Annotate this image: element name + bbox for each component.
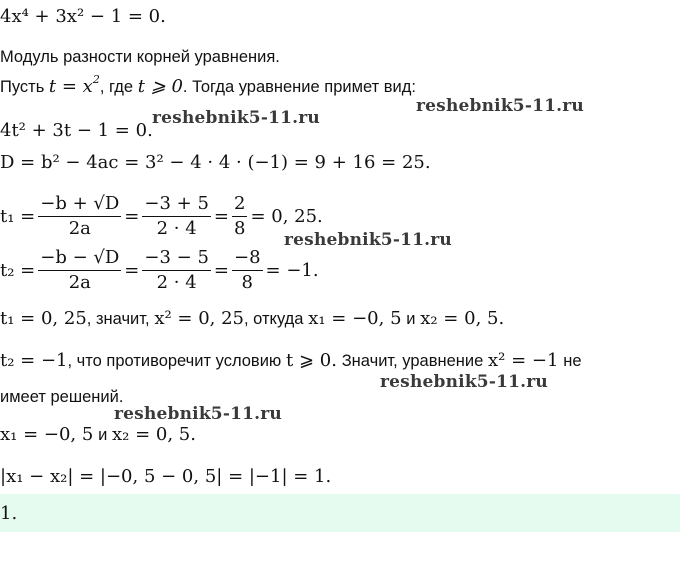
watermark: reshebnik5-11.ru <box>380 372 548 392</box>
t2-f1-den: 2a <box>68 272 91 293</box>
condition-formula: t ⩾ 0 <box>137 76 183 97</box>
watermark: reshebnik5-11.ru <box>284 230 452 250</box>
roots-x1: x₁ = −0, 5 <box>0 424 94 445</box>
t2-value: t₂ = −1 <box>0 350 68 371</box>
watermark: reshebnik5-11.ru <box>114 404 282 424</box>
t2-text-therefore: Значит, уравнение <box>341 352 484 370</box>
t1-f2-num: −3 + 5 <box>142 192 211 217</box>
t2-f3-num: −8 <box>232 246 263 271</box>
t1-text-and: и <box>406 310 416 328</box>
t2-tail: = −1. <box>265 260 319 281</box>
t1-f1-den: 2a <box>68 218 91 239</box>
x1-value: x₁ = −0, 5 <box>308 308 402 329</box>
let-prefix: Пусть <box>0 78 45 96</box>
t1-fraction-general <box>38 192 121 241</box>
roots-and: и <box>98 426 108 444</box>
t1-text-thus: , значит, <box>86 310 150 328</box>
t1-f3-num: 2 <box>232 192 247 217</box>
answer-box <box>0 494 680 532</box>
t2-condition: t ⩾ 0. <box>286 350 337 371</box>
t2-fraction-values <box>142 246 211 295</box>
watermark: reshebnik5-11.ru <box>416 96 584 116</box>
t2-lhs: t₂ = <box>0 260 36 281</box>
t2-f2-den: 2 · 4 <box>156 272 197 293</box>
root-t1-formula: t₁ = $\frac{-b + √D}{2a}$ = $\frac{-3 + 5}{2 \cdot 4}$ = $\frac{2}{8}$ = 0, 25. <box>0 193 323 239</box>
t1-lhs: t₁ = <box>0 206 36 227</box>
t1-value: t₁ = 0, 25 <box>0 308 87 329</box>
t2-text-contradicts: , что противоречит условию <box>67 352 282 370</box>
roots-x2: x₂ = 0, 5. <box>112 424 196 445</box>
x-squared-value: x² = 0, 25 <box>154 308 245 329</box>
t2-fraction-result <box>232 246 263 295</box>
equation-main: 4x⁴ + 3x² − 1 = 0. <box>0 6 166 27</box>
t1-f1-num: −b + √D <box>38 192 121 217</box>
substitution-formula: $t = x^2$ <box>48 73 100 97</box>
substitution-line <box>0 73 416 98</box>
equation-t: 4t² + 3t − 1 = 0. <box>0 120 153 141</box>
let-suffix: . Тогда уравнение примет вид: <box>182 78 416 96</box>
t1-f3-den: 8 <box>234 218 246 239</box>
t1-tail: = 0, 25. <box>250 206 323 227</box>
t2-f1-num: −b − √D <box>38 246 121 271</box>
discriminant: D = b² − 4ac = 3² − 4 · 4 · (−1) = 9 + 16 = 25. <box>0 152 431 173</box>
t1-conclusion <box>0 308 504 330</box>
t1-f2-den: 2 · 4 <box>156 218 197 239</box>
t2-conclusion-continued: имеет решений. <box>0 388 124 406</box>
let-where: , где <box>99 78 134 96</box>
x-squared-negative: x² = −1 <box>488 350 559 371</box>
t2-fraction-general <box>38 246 121 295</box>
t2-f2-num: −3 − 5 <box>142 246 211 271</box>
x2-value: x₂ = 0, 5. <box>420 308 505 329</box>
modulus-difference: |x₁ − x₂| = |−0, 5 − 0, 5| = |−1| = 1. <box>0 466 332 487</box>
t1-fraction-values <box>142 192 211 241</box>
t1-fraction-result <box>232 192 247 241</box>
answer-value: 1. <box>0 503 18 524</box>
t2-text-not: не <box>563 352 582 370</box>
t2-f3-den: 8 <box>241 272 253 293</box>
roots-line <box>0 424 196 446</box>
t2-conclusion <box>0 350 582 372</box>
watermark: reshebnik5-11.ru <box>152 108 320 128</box>
root-t2-formula: t₂ = $\frac{-b - √D}{2a}$ = $\frac{-3 - 5}{2 \cdot 4}$ = $\frac{-8}{8}$ = −1. <box>0 247 319 293</box>
task-statement: Модуль разности корней уравнения. <box>0 48 280 66</box>
t1-text-whence: , откуда <box>244 310 304 328</box>
